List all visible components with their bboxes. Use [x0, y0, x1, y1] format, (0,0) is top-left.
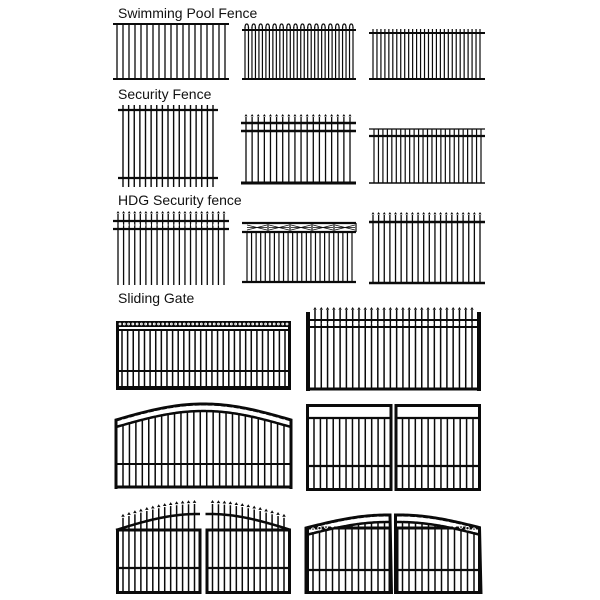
- section-title-security-fence: Security Fence: [118, 86, 212, 102]
- section-title-sliding-gate: Sliding Gate: [118, 290, 195, 306]
- swimming-pool-fence-flat-top: [113, 23, 229, 81]
- security-fence-double-rail-spear: [241, 114, 356, 185]
- double-gate-arched-spear: [116, 506, 291, 594]
- sliding-gate-flat-dot-band: [116, 321, 291, 390]
- sliding-gate-spear-ring-band: [306, 306, 481, 391]
- hdg-fence-cross-band: [242, 222, 356, 284]
- security-fence-flat-double-rail: [369, 128, 485, 184]
- security-fence-pressed-spear: [118, 105, 218, 187]
- double-gate-arched-ring-band: [306, 509, 481, 594]
- sliding-gate-arched-ring-band: [116, 401, 291, 489]
- double-gate-square-ring-band: [306, 404, 481, 491]
- swimming-pool-fence-spear-top: [369, 29, 485, 81]
- hdg-fence-ring-band: [113, 211, 229, 285]
- section-title-swimming-pool-fence: Swimming Pool Fence: [118, 5, 258, 21]
- swimming-pool-fence-loop-top: [242, 24, 356, 81]
- section-title-hdg-security-fence: HDG Security fence: [118, 192, 242, 208]
- hdg-fence-spear-top: [369, 212, 485, 285]
